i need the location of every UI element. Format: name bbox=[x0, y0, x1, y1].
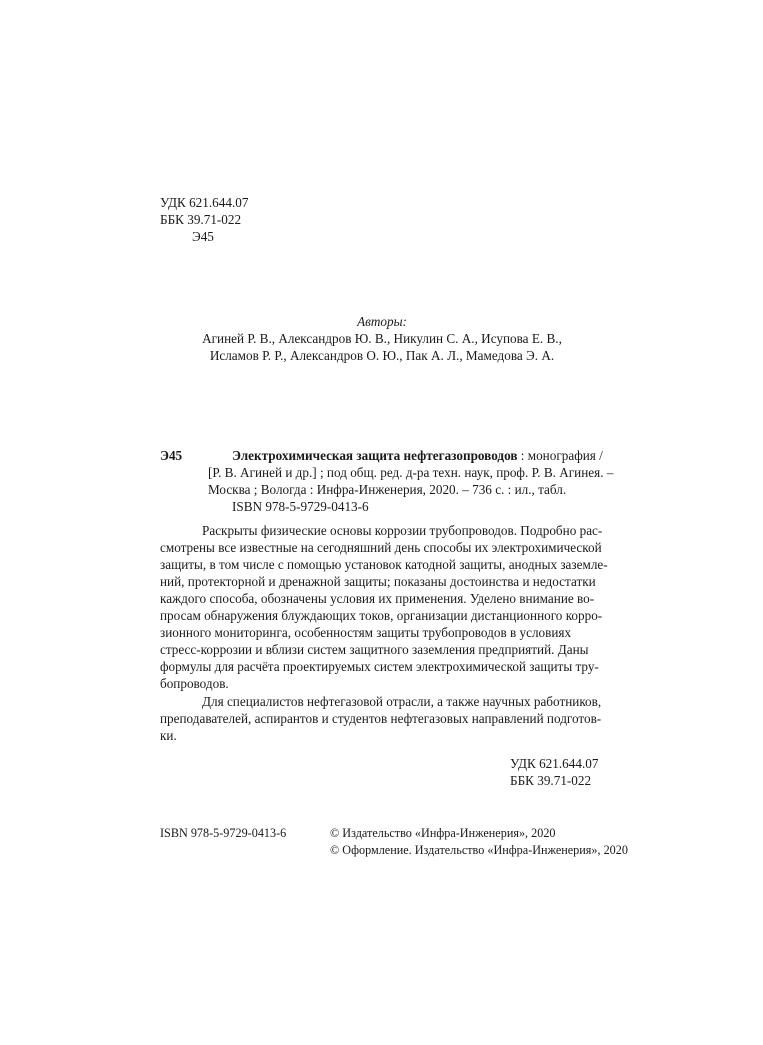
annotation-line: стресс-коррозии и вблизи систем защитного заземления предприятий. Даны bbox=[160, 642, 589, 657]
record-title: Электрохимическая защита нефтегазопроводов bbox=[232, 448, 518, 463]
bbk-top: ББК 39.71-022 bbox=[160, 212, 242, 227]
udk-bottom: УДК 621.644.07 bbox=[510, 756, 599, 771]
record-line-1-rest: : монография / bbox=[517, 448, 603, 463]
record-line-2: [Р. В. Агиней и др.] ; под общ. ред. д-ра техн. наук, проф. Р. В. Агинея. – bbox=[208, 465, 614, 480]
annotation-line: Для специалистов нефтегазовой отрасли, а также научных работников, bbox=[202, 694, 602, 709]
udk-top: УДК 621.644.07 bbox=[160, 195, 249, 210]
footer-copyright-design: © Оформление. Издательство «Инфра-Инженерия», 2020 bbox=[330, 843, 628, 857]
annotation-line: Раскрыты физические основы коррозии трубопроводов. Подробно рас- bbox=[202, 523, 603, 538]
authors-line-2: Исламов Р. Р., Александров О. Ю., Пак А. Л., Мамедова Э. А. bbox=[209, 348, 555, 363]
record-mark: Э45 bbox=[160, 448, 183, 463]
annotation-line: зионного мониторинга, особенностям защиты трубопроводов в условиях bbox=[160, 625, 572, 640]
bbk-bottom: ББК 39.71-022 bbox=[510, 773, 592, 788]
annotation-line: защиты, в том числе с помощью установок катодной защиты, анодных заземле- bbox=[160, 557, 608, 572]
annotation-line: ки. bbox=[160, 728, 177, 743]
footer-copyright-publisher: © Издательство «Инфра-Инженерия», 2020 bbox=[330, 826, 556, 840]
authors-heading: Авторы: bbox=[357, 314, 407, 329]
author-mark-top: Э45 bbox=[192, 229, 214, 244]
authors-line-1: Агиней Р. В., Александров Ю. В., Никулин С. А., Исупова Е. В., bbox=[202, 331, 562, 346]
annotation-line: бопроводов. bbox=[160, 676, 229, 691]
annotation-line: преподавателей, аспирантов и студентов нефтегазовых направлений подготов- bbox=[160, 711, 602, 726]
annotation-line: смотрены все известные на сегодняшний день способы их электрохимической bbox=[160, 540, 602, 555]
footer-isbn: ISBN 978-5-9729-0413-6 bbox=[160, 826, 287, 840]
record-line-1 bbox=[232, 447, 603, 464]
annotation-line: просам обнаружения блуждающих токов, организации дистанционного корро- bbox=[160, 608, 603, 623]
annotation-line: ний, протекторной и дренажной защиты; показаны достоинства и недостатки bbox=[160, 574, 596, 589]
annotation-line: формулы для расчёта проектируемых систем электрохимической защиты тру- bbox=[160, 659, 599, 674]
record-line-3: Москва ; Вологда : Инфра-Инженерия, 2020. – 736 с. : ил., табл. bbox=[208, 482, 567, 497]
record-isbn: ISBN 978-5-9729-0413-6 bbox=[232, 499, 369, 514]
annotation-line: каждого способа, обозначены условия их применения. Уделено внимание во- bbox=[160, 591, 595, 606]
